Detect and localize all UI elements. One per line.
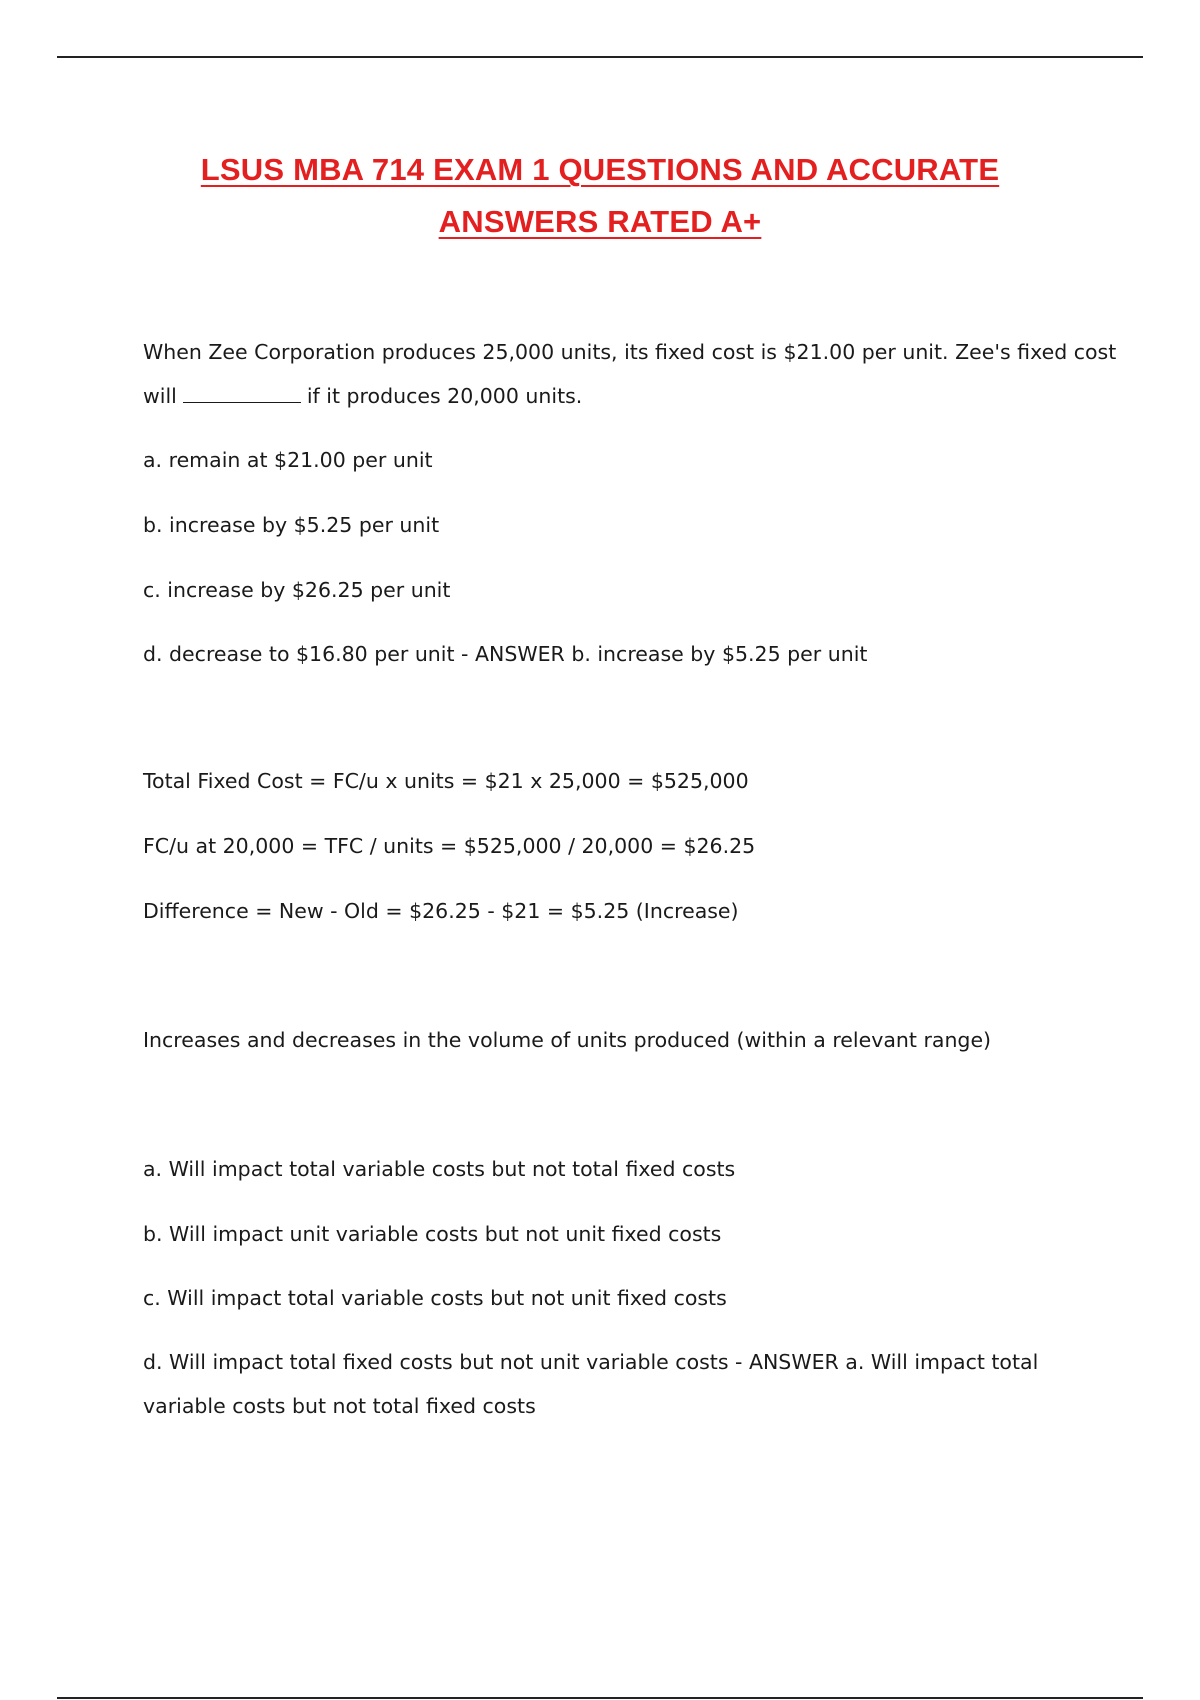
title-line-2: ANSWERS RATED A+ [438,204,762,239]
question-1-option-a: a. remain at $21.00 per unit [143,448,433,472]
question-2-option-a: a. Will impact total variable costs but not total fixed costs [143,1157,736,1181]
question-2-option-d: d. Will impact total fixed costs but not unit variable costs - ANSWER a. Will impact total [143,1350,1039,1374]
footer-rule [57,1697,1143,1699]
question-2-option-d-continuation: variable costs but not total fixed costs [143,1394,536,1418]
question-1-stem-before-blank: will [143,384,177,408]
question-1-option-d: d. decrease to $16.80 per unit - ANSWER b. increase by $5.25 per unit [143,642,868,666]
title-line-1: LSUS MBA 714 EXAM 1 QUESTIONS AND ACCURATE [200,152,1000,187]
question-1-stem-line-1: When Zee Corporation produces 25,000 units, its fixed cost is $21.00 per unit. Zee's fixed cost [143,340,1117,364]
document-title [0,144,1200,248]
explanation-difference: Difference = New - Old = $26.25 - $21 = $5.25 (Increase) [143,899,739,923]
explanation-fixed-cost-per-unit: FC/u at 20,000 = TFC / units = $525,000 / 20,000 = $26.25 [143,834,756,858]
question-1-option-b: b. increase by $5.25 per unit [143,513,440,537]
question-2-option-b: b. Will impact unit variable costs but not unit fixed costs [143,1222,722,1246]
question-1-option-c: c. increase by $26.25 per unit [143,578,451,602]
question-1-stem-line-2 [143,382,582,410]
explanation-total-fixed-cost: Total Fixed Cost = FC/u x units = $21 x 25,000 = $525,000 [143,769,749,793]
answer-blank [183,384,301,403]
header-rule [57,56,1143,58]
question-1-stem-after-blank: if it produces 20,000 units. [306,384,583,408]
question-2-option-c: c. Will impact total variable costs but not unit fixed costs [143,1286,727,1310]
question-2-stem: Increases and decreases in the volume of units produced (within a relevant range) [143,1028,992,1052]
